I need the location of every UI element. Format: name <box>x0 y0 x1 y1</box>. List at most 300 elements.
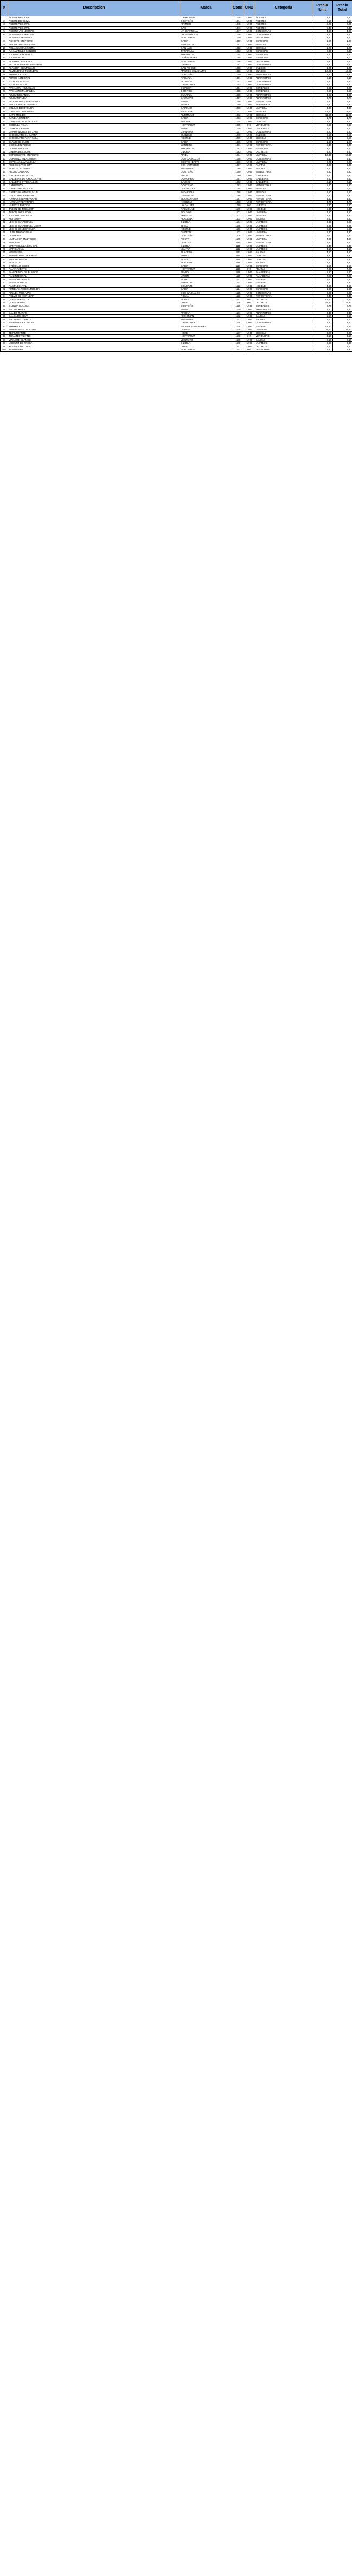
cell-code[interactable]: 1075 <box>232 123 244 127</box>
cell-unit[interactable]: UND <box>244 29 255 32</box>
cell-unit[interactable]: UND <box>244 90 255 93</box>
cell-number[interactable]: 52 <box>1 187 8 190</box>
cell-total-price[interactable]: 7,40 <box>333 127 352 130</box>
cell-unit-price[interactable]: 6,90 <box>312 103 333 107</box>
cell-unit-price[interactable]: 4,60 <box>312 33 333 36</box>
cell-description[interactable]: ALBAHACA FRESCA <box>8 59 180 63</box>
cell-category[interactable]: LACTEOS <box>255 227 312 230</box>
cell-category[interactable]: LACTEOS <box>255 345 312 348</box>
column-header-description[interactable]: Descripcion <box>8 1 180 16</box>
cell-number[interactable]: 73 <box>1 257 8 261</box>
cell-category[interactable]: ESPECIAS <box>255 117 312 120</box>
cell-unit[interactable]: UND <box>244 137 255 140</box>
cell-code[interactable]: 1129 <box>232 304 244 308</box>
cell-description[interactable]: SUAVIZANTE DE ROPA <box>8 328 180 331</box>
cell-brand[interactable]: COLGATE <box>180 284 232 288</box>
cell-category[interactable]: CONSERVAS <box>255 80 312 83</box>
cell-brand[interactable]: GLORIA <box>180 341 232 345</box>
cell-unit[interactable]: UND <box>244 63 255 66</box>
cell-total-price[interactable]: 2,20 <box>333 160 352 163</box>
cell-unit[interactable]: UND <box>244 134 255 137</box>
cell-category[interactable]: DULCES <box>255 134 312 137</box>
cell-number[interactable]: 78 <box>1 274 8 277</box>
cell-number[interactable]: 40 <box>1 147 8 150</box>
cell-code[interactable]: 1098 <box>232 201 244 204</box>
cell-number[interactable]: 95 <box>1 332 8 335</box>
cell-total-price[interactable]: 2,40 <box>333 177 352 180</box>
cell-brand[interactable]: HERBI <box>180 332 232 335</box>
cell-total-price[interactable]: 9,10 <box>333 19 352 23</box>
cell-number[interactable]: 70 <box>1 248 8 251</box>
cell-brand[interactable]: COSTEÑO <box>180 234 232 237</box>
cell-unit-price[interactable]: 7,90 <box>312 268 333 271</box>
cell-category[interactable]: REPOSTERIA <box>255 241 312 244</box>
cell-description[interactable]: LENTEJAS <box>8 234 180 237</box>
cell-total-price[interactable]: 1,30 <box>333 194 352 197</box>
cell-unit-price[interactable]: 4,60 <box>312 284 333 288</box>
cell-category[interactable]: BEBIDAS <box>255 190 312 194</box>
cell-brand[interactable]: LAIVE <box>180 301 232 304</box>
cell-unit-price[interactable]: 2,80 <box>312 241 333 244</box>
cell-code[interactable]: 1072 <box>232 113 244 116</box>
cell-unit-price[interactable]: 5,60 <box>312 227 333 230</box>
cell-unit[interactable]: UND <box>244 39 255 43</box>
cell-unit[interactable]: UND <box>244 217 255 221</box>
cell-code[interactable]: 1066 <box>232 93 244 96</box>
cell-number[interactable]: 28 <box>1 107 8 110</box>
cell-code[interactable]: 1069 <box>232 103 244 107</box>
cell-unit-price[interactable]: 1,50 <box>312 43 333 46</box>
cell-unit-price[interactable]: 5,40 <box>312 234 333 237</box>
cell-unit-price[interactable]: 4,30 <box>312 254 333 257</box>
cell-description[interactable]: LIMPIADOR MULTIUSO <box>8 237 180 241</box>
cell-unit-price[interactable]: 6,20 <box>312 291 333 294</box>
column-header-unit-price[interactable]: Precio Unit <box>312 1 333 16</box>
cell-brand[interactable]: ARIEL <box>180 154 232 157</box>
cell-code[interactable]: 1054 <box>232 53 244 56</box>
cell-number[interactable]: 86 <box>1 301 8 304</box>
cell-total-price[interactable]: 4,10 <box>333 248 352 251</box>
cell-unit-price[interactable]: 2,70 <box>312 318 333 321</box>
cell-number[interactable]: 72 <box>1 254 8 257</box>
cell-code[interactable]: 1121 <box>232 277 244 281</box>
cell-unit[interactable]: UND <box>244 311 255 314</box>
cell-description[interactable]: PAN DE MOLDE BLANCO <box>8 271 180 274</box>
cell-unit[interactable]: UND <box>244 207 255 210</box>
cell-unit[interactable]: UND <box>244 43 255 46</box>
cell-category[interactable]: LIMPIEZA <box>255 160 312 163</box>
cell-unit-price[interactable]: 8,20 <box>312 204 333 207</box>
cell-unit[interactable]: KG <box>244 123 255 127</box>
cell-total-price[interactable]: 7,20 <box>333 274 352 277</box>
cell-description[interactable]: ORÉGANO SECO <box>8 264 180 268</box>
cell-unit[interactable]: UND <box>244 143 255 147</box>
cell-category[interactable]: CEREALES <box>255 127 312 130</box>
cell-code[interactable]: 1067 <box>232 96 244 100</box>
cell-number[interactable]: 45 <box>1 163 8 167</box>
cell-number[interactable]: 4 <box>1 26 8 29</box>
cell-number[interactable]: 22 <box>1 87 8 90</box>
cell-unit[interactable]: UND <box>244 59 255 63</box>
cell-total-price[interactable]: 6,90 <box>333 103 352 107</box>
cell-number[interactable]: 65 <box>1 231 8 234</box>
cell-code[interactable]: 1048 <box>232 33 244 36</box>
cell-description[interactable]: MOSTAZA <box>8 261 180 264</box>
cell-unit[interactable]: UND <box>244 277 255 281</box>
cell-description[interactable]: YOGURT NATURAL <box>8 345 180 348</box>
cell-unit[interactable]: UND <box>244 187 255 190</box>
cell-total-price[interactable]: 6,80 <box>333 137 352 140</box>
cell-total-price[interactable]: 5,80 <box>333 184 352 187</box>
cell-description[interactable]: LECHE CONDENSADA <box>8 227 180 230</box>
cell-unit[interactable]: UND <box>244 83 255 87</box>
cell-category[interactable]: CONSERVAS <box>255 63 312 66</box>
cell-description[interactable]: AGUA CON GAS 500ML <box>8 43 180 46</box>
cell-unit[interactable]: UND <box>244 19 255 23</box>
cell-code[interactable]: 1119 <box>232 271 244 274</box>
cell-description[interactable]: QUESO FRESCO <box>8 298 180 301</box>
cell-brand[interactable]: COCA COLA <box>180 187 232 190</box>
cell-number[interactable]: 69 <box>1 244 8 247</box>
cell-code[interactable]: 1109 <box>232 237 244 241</box>
cell-description[interactable]: HARINA SIN PREPARAR <box>8 197 180 200</box>
cell-description[interactable]: PAPEL TOALLA <box>8 281 180 284</box>
cell-brand[interactable]: COSTEÑO <box>180 304 232 308</box>
cell-description[interactable]: QUINUA BLANCA <box>8 304 180 308</box>
column-header-unit[interactable]: UND <box>244 1 255 16</box>
cell-unit[interactable]: UND <box>244 325 255 328</box>
cell-description[interactable]: FIDEOS SPAGHETTI <box>8 163 180 167</box>
cell-code[interactable]: 1142 <box>232 348 244 352</box>
cell-unit-price[interactable]: 5,50 <box>312 315 333 318</box>
cell-unit[interactable]: UND <box>244 160 255 163</box>
cell-number[interactable]: 100 <box>1 348 8 352</box>
cell-total-price[interactable]: 4,20 <box>333 73 352 76</box>
cell-code[interactable]: 1095 <box>232 190 244 194</box>
cell-code[interactable]: 1077 <box>232 130 244 133</box>
cell-code[interactable]: 1047 <box>232 29 244 32</box>
cell-unit-price[interactable]: 8,50 <box>312 16 333 19</box>
cell-unit[interactable]: UND <box>244 237 255 241</box>
cell-category[interactable]: HIGIENE <box>255 284 312 288</box>
cell-description[interactable]: ALMENDRAS TOSTADAS <box>8 70 180 73</box>
cell-unit-price[interactable]: 1,80 <box>312 59 333 63</box>
cell-category[interactable]: LIMPIEZA <box>255 154 312 157</box>
cell-unit[interactable]: UND <box>244 163 255 167</box>
cell-category[interactable]: CONSERVAS <box>255 291 312 294</box>
cell-total-price[interactable]: 2,80 <box>333 241 352 244</box>
cell-category[interactable]: LACTEOS <box>255 150 312 154</box>
cell-unit[interactable]: UND <box>244 190 255 194</box>
cell-unit[interactable]: UND <box>244 194 255 197</box>
cell-number[interactable]: 19 <box>1 76 8 80</box>
cell-code[interactable]: 1133 <box>232 318 244 321</box>
cell-number[interactable]: 25 <box>1 96 8 100</box>
cell-unit-price[interactable]: 5,70 <box>312 83 333 87</box>
cell-unit-price[interactable]: 2,30 <box>312 50 333 53</box>
cell-code[interactable]: 1044 <box>232 19 244 23</box>
cell-number[interactable]: 46 <box>1 167 8 170</box>
cell-code[interactable]: 1117 <box>232 264 244 268</box>
cell-total-price[interactable]: 12,90 <box>333 70 352 73</box>
cell-brand[interactable]: FRUGOS <box>180 214 232 217</box>
cell-category[interactable]: LACTEOS <box>255 301 312 304</box>
cell-brand[interactable]: DON VITTORIO <box>180 163 232 167</box>
cell-total-price[interactable]: 4,90 <box>333 237 352 241</box>
cell-category[interactable]: CONSERVAS <box>255 33 312 36</box>
cell-number[interactable]: 38 <box>1 140 8 143</box>
cell-number[interactable]: 49 <box>1 177 8 180</box>
cell-total-price[interactable]: 3,80 <box>333 221 352 224</box>
cell-category[interactable]: HIGIENE <box>255 281 312 284</box>
cell-code[interactable]: 1094 <box>232 187 244 190</box>
cell-number[interactable]: 31 <box>1 117 8 120</box>
cell-unit-price[interactable]: 6,40 <box>312 244 333 247</box>
cell-total-price[interactable]: 2,10 <box>333 338 352 341</box>
cell-code[interactable]: 1103 <box>232 217 244 221</box>
cell-total-price[interactable]: 3,40 <box>333 311 352 314</box>
cell-unit-price[interactable]: 12,30 <box>312 154 333 157</box>
cell-unit-price[interactable]: 2,10 <box>312 36 333 39</box>
cell-brand[interactable]: COSTEÑO <box>180 184 232 187</box>
cell-total-price[interactable]: 29,90 <box>333 301 352 304</box>
cell-total-price[interactable]: 5,70 <box>333 83 352 87</box>
cell-total-price[interactable]: 5,30 <box>333 281 352 284</box>
cell-brand[interactable]: INCA KOLA <box>180 190 232 194</box>
cell-number[interactable]: 53 <box>1 190 8 194</box>
cell-code[interactable]: 1099 <box>232 204 244 207</box>
cell-unit-price[interactable]: 14,50 <box>312 110 333 113</box>
cell-code[interactable]: 1070 <box>232 107 244 110</box>
cell-code[interactable]: 1110 <box>232 241 244 244</box>
cell-unit-price[interactable]: 3,40 <box>312 311 333 314</box>
cell-unit[interactable]: UND <box>244 73 255 76</box>
cell-total-price[interactable]: 7,50 <box>333 63 352 66</box>
cell-unit-price[interactable]: 7,40 <box>312 127 333 130</box>
cell-total-price[interactable]: 5,20 <box>333 130 352 133</box>
cell-description[interactable]: GASEOSA COLA 1.5L <box>8 187 180 190</box>
cell-brand[interactable]: DONOFRIO <box>180 177 232 180</box>
cell-description[interactable]: AZUCAR RUBIA <box>8 96 180 100</box>
cell-unit[interactable]: UND <box>244 110 255 113</box>
cell-brand[interactable]: WINTERS <box>180 143 232 147</box>
cell-unit-price[interactable]: 6,40 <box>312 26 333 29</box>
cell-description[interactable]: ACEITE VEGETAL <box>8 26 180 29</box>
cell-code[interactable]: 1081 <box>232 143 244 147</box>
cell-category[interactable]: HIGIENE <box>255 277 312 281</box>
cell-brand[interactable]: ALACENA <box>180 261 232 264</box>
cell-brand[interactable]: BIMBO <box>180 103 232 107</box>
cell-unit[interactable]: UND <box>244 26 255 29</box>
cell-number[interactable]: 15 <box>1 63 8 66</box>
cell-unit[interactable]: UND <box>244 274 255 277</box>
cell-unit[interactable]: UND <box>244 318 255 321</box>
cell-number[interactable]: 47 <box>1 170 8 174</box>
cell-description[interactable]: ARROZ INTEGRAL <box>8 76 180 80</box>
cell-description[interactable]: PIÑA EN RODAJAS <box>8 291 180 294</box>
cell-unit-price[interactable]: 3,80 <box>312 87 333 90</box>
cell-unit-price[interactable]: 6,80 <box>312 271 333 274</box>
cell-brand[interactable]: LAIVE <box>180 345 232 348</box>
cell-unit-price[interactable]: 9,80 <box>312 257 333 261</box>
cell-number[interactable]: 85 <box>1 298 8 301</box>
cell-number[interactable]: 12 <box>1 53 8 56</box>
cell-brand[interactable]: 3 OSITOS <box>180 90 232 93</box>
cell-number[interactable]: 89 <box>1 311 8 314</box>
cell-total-price[interactable]: 1,50 <box>333 264 352 268</box>
cell-category[interactable]: ESPECIAS <box>255 147 312 150</box>
cell-description[interactable]: ACELGA ORGANICA <box>8 36 180 39</box>
cell-brand[interactable]: TARAPACA <box>180 53 232 56</box>
cell-brand[interactable]: DANPER <box>180 63 232 66</box>
cell-number[interactable]: 3 <box>1 23 8 26</box>
cell-code[interactable]: 1115 <box>232 257 244 261</box>
cell-number[interactable]: 39 <box>1 143 8 147</box>
cell-brand[interactable]: SUBLIME <box>180 134 232 137</box>
cell-unit-price[interactable]: 4,90 <box>312 237 333 241</box>
cell-code[interactable]: 1112 <box>232 248 244 251</box>
cell-unit[interactable]: KG <box>244 298 255 301</box>
cell-unit[interactable]: UND <box>244 33 255 36</box>
cell-brand[interactable]: HORTIFRUT <box>180 123 232 127</box>
cell-code[interactable]: 1090 <box>232 174 244 177</box>
cell-description[interactable]: CEREAL DE MAIZ <box>8 127 180 130</box>
cell-total-price[interactable]: 3,20 <box>333 120 352 123</box>
cell-category[interactable]: ABARROTES <box>255 308 312 311</box>
cell-total-price[interactable]: 3,30 <box>333 163 352 167</box>
cell-unit-price[interactable]: 3,30 <box>312 163 333 167</box>
cell-unit-price[interactable]: 5,80 <box>312 184 333 187</box>
cell-category[interactable]: SALSAS <box>255 251 312 254</box>
cell-number[interactable]: 90 <box>1 315 8 318</box>
cell-code[interactable]: 1060 <box>232 73 244 76</box>
cell-number[interactable]: 93 <box>1 325 8 328</box>
cell-unit-price[interactable]: 5,10 <box>312 76 333 80</box>
cell-unit[interactable]: UND <box>244 288 255 291</box>
cell-category[interactable]: HUEVOS <box>255 204 312 207</box>
cell-total-price[interactable]: 5,60 <box>333 227 352 230</box>
cell-number[interactable]: 18 <box>1 73 8 76</box>
cell-unit-price[interactable]: 11,90 <box>312 113 333 116</box>
cell-code[interactable]: 1141 <box>232 345 244 348</box>
cell-unit[interactable]: UND <box>244 271 255 274</box>
cell-code[interactable]: 1135 <box>232 325 244 328</box>
cell-code[interactable]: 1106 <box>232 227 244 230</box>
cell-brand[interactable]: PRIMOR <box>180 23 232 26</box>
cell-number[interactable]: 91 <box>1 318 8 321</box>
cell-category[interactable]: SALSAS <box>255 315 312 318</box>
cell-code[interactable]: 1104 <box>232 221 244 224</box>
cell-unit-price[interactable]: 1,70 <box>312 117 333 120</box>
cell-category[interactable]: ABARROTES <box>255 311 312 314</box>
cell-description[interactable]: ESPONJA LAVAVAJILLA <box>8 160 180 163</box>
cell-category[interactable]: DULCES <box>255 120 312 123</box>
cell-total-price[interactable]: 4,30 <box>333 107 352 110</box>
cell-unit-price[interactable]: 4,40 <box>312 197 333 200</box>
cell-category[interactable]: REPOSTERIA <box>255 201 312 204</box>
cell-code[interactable]: 1046 <box>232 26 244 29</box>
cell-unit[interactable]: UND <box>244 197 255 200</box>
cell-total-price[interactable]: 3,90 <box>333 224 352 227</box>
cell-code[interactable]: 1138 <box>232 335 244 338</box>
cell-number[interactable]: 30 <box>1 113 8 116</box>
cell-code[interactable]: 1055 <box>232 56 244 59</box>
cell-unit[interactable]: UND <box>244 140 255 143</box>
cell-unit[interactable]: UND <box>244 304 255 308</box>
cell-code[interactable]: 1078 <box>232 134 244 137</box>
cell-total-price[interactable]: 6,20 <box>333 291 352 294</box>
cell-description[interactable]: AJI AMARILLO MOLIDO <box>8 50 180 53</box>
cell-category[interactable]: SALSAS <box>255 318 312 321</box>
cell-code[interactable]: 1059 <box>232 70 244 73</box>
cell-brand[interactable]: LA ESPAÑOLA <box>180 33 232 36</box>
cell-brand[interactable]: ARCOR <box>180 120 232 123</box>
cell-description[interactable]: AVENA EN HOJUELAS <box>8 87 180 90</box>
cell-total-price[interactable]: 8,50 <box>333 16 352 19</box>
cell-brand[interactable]: CAMPOMAR <box>180 321 232 325</box>
cell-code[interactable]: 1088 <box>232 167 244 170</box>
cell-code[interactable]: 1025 <box>232 16 244 19</box>
cell-number[interactable]: 8 <box>1 39 8 43</box>
cell-total-price[interactable]: 9,80 <box>333 257 352 261</box>
cell-number[interactable]: 99 <box>1 345 8 348</box>
cell-description[interactable]: ATUN EN AGUA <box>8 83 180 87</box>
cell-brand[interactable]: BADIA <box>180 39 232 43</box>
cell-number[interactable]: 64 <box>1 227 8 230</box>
cell-brand[interactable]: PUMA <box>180 257 232 261</box>
cell-code[interactable]: 1131 <box>232 311 244 314</box>
cell-category[interactable]: LACTEOS <box>255 221 312 224</box>
cell-description[interactable]: CHOCOLATE EN BARRA <box>8 134 180 137</box>
cell-unit[interactable]: UND <box>244 130 255 133</box>
cell-total-price[interactable]: 4,70 <box>333 201 352 204</box>
cell-unit[interactable]: UND <box>244 103 255 107</box>
cell-unit[interactable]: KG <box>244 348 255 352</box>
cell-description[interactable]: VINAGRE BLANCO <box>8 338 180 341</box>
cell-description[interactable]: COCOA EN POLVO <box>8 143 180 147</box>
cell-category[interactable]: VERDURAS <box>255 36 312 39</box>
cell-code[interactable]: 1107 <box>232 231 244 234</box>
cell-description[interactable]: ACEITE VEGETAL <box>8 23 180 26</box>
cell-brand[interactable]: POETT <box>180 237 232 241</box>
cell-unit-price[interactable]: 4,70 <box>312 201 333 204</box>
cell-category[interactable]: LIMPIEZA <box>255 328 312 331</box>
cell-category[interactable]: SALSAS <box>255 261 312 264</box>
cell-description[interactable]: SAL DE MESA <box>8 308 180 311</box>
cell-description[interactable]: TE FILTRANTE <box>8 332 180 335</box>
cell-unit[interactable]: UND <box>244 167 255 170</box>
cell-number[interactable]: 59 <box>1 210 8 214</box>
cell-unit-price[interactable]: 4,10 <box>312 321 333 325</box>
cell-number[interactable]: 77 <box>1 271 8 274</box>
cell-code[interactable]: 1100 <box>232 207 244 210</box>
cell-description[interactable]: LECHE EVAPORADA LIGHT <box>8 224 180 227</box>
cell-category[interactable]: LACTEOS <box>255 244 312 247</box>
cell-code[interactable]: 1126 <box>232 294 244 297</box>
cell-brand[interactable]: MOLITALIA <box>180 318 232 321</box>
cell-brand[interactable]: SCOTCH BRITE <box>180 160 232 163</box>
cell-code[interactable]: 1123 <box>232 284 244 288</box>
cell-unit[interactable]: UND <box>244 107 255 110</box>
cell-category[interactable]: ESPECIAS <box>255 264 312 268</box>
cell-total-price[interactable]: 3,10 <box>333 335 352 338</box>
cell-category[interactable]: REPOSTERIA <box>255 294 312 297</box>
cell-unit-price[interactable]: 9,10 <box>312 19 333 23</box>
cell-unit-price[interactable]: 1,60 <box>312 140 333 143</box>
cell-code[interactable]: 1127 <box>232 298 244 301</box>
cell-number[interactable]: 7 <box>1 36 8 39</box>
cell-number[interactable]: 57 <box>1 204 8 207</box>
